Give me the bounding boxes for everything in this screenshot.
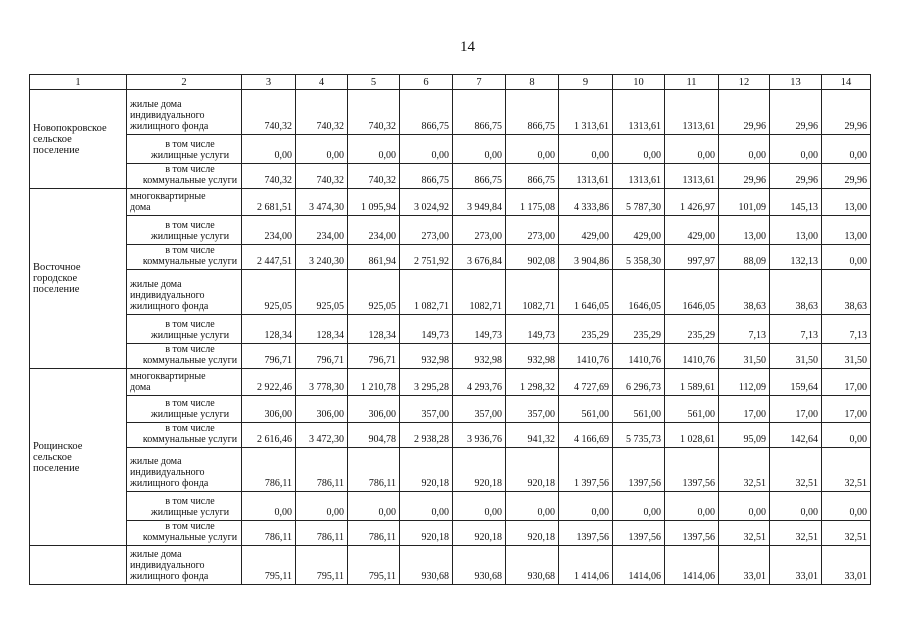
value-cell: 0,00 (822, 135, 871, 164)
value-cell: 930,68 (506, 546, 559, 585)
value-cell: 17,00 (770, 396, 822, 423)
category-label-line: в том числе (165, 344, 215, 355)
value-cell: 31,50 (719, 344, 770, 369)
category-cell (127, 396, 242, 423)
column-number-cell: 1 (30, 75, 127, 90)
value-cell: 941,32 (506, 423, 559, 448)
value-cell: 795,11 (242, 546, 296, 585)
value-cell: 3 474,30 (296, 189, 348, 216)
value-cell: 866,75 (400, 164, 453, 189)
value-cell: 234,00 (348, 216, 400, 245)
category-label-line: индивидуального (130, 110, 205, 121)
value-cell: 0,00 (348, 492, 400, 521)
value-cell: 0,00 (506, 492, 559, 521)
value-cell: 3 949,84 (453, 189, 506, 216)
value-cell: 2 681,51 (242, 189, 296, 216)
value-cell: 31,50 (822, 344, 871, 369)
value-cell: 235,29 (665, 315, 719, 344)
value-cell: 930,68 (400, 546, 453, 585)
category-cell (127, 270, 242, 315)
column-number-cell: 7 (453, 75, 506, 90)
value-cell: 0,00 (822, 423, 871, 448)
value-cell: 740,32 (242, 164, 296, 189)
value-cell: 1646,05 (613, 270, 665, 315)
value-cell: 234,00 (242, 216, 296, 245)
value-cell: 1 298,32 (506, 369, 559, 396)
value-cell: 3 240,30 (296, 245, 348, 270)
value-cell: 142,64 (770, 423, 822, 448)
category-cell (127, 90, 242, 135)
category-label-line: в том числе (165, 423, 215, 434)
value-cell: 866,75 (400, 90, 453, 135)
value-cell: 29,96 (719, 90, 770, 135)
category-label-line: жилищного фонда (130, 121, 209, 132)
value-cell: 740,32 (348, 164, 400, 189)
value-cell: 1410,76 (559, 344, 613, 369)
value-cell: 1410,76 (665, 344, 719, 369)
value-cell: 101,09 (719, 189, 770, 216)
value-cell: 0,00 (506, 135, 559, 164)
value-cell: 3 472,30 (296, 423, 348, 448)
municipality-name-line: поселение (33, 462, 80, 474)
category-label-line: в том числе (165, 496, 215, 507)
value-cell: 4 727,69 (559, 369, 613, 396)
table-row (30, 270, 871, 315)
table-row (30, 521, 871, 546)
value-cell: 306,00 (242, 396, 296, 423)
value-cell: 932,98 (453, 344, 506, 369)
category-label-line: жилищного фонда (130, 301, 209, 312)
value-cell: 128,34 (348, 315, 400, 344)
value-cell: 4 333,86 (559, 189, 613, 216)
category-label-line: жилищного фонда (130, 571, 209, 582)
value-cell: 0,00 (770, 492, 822, 521)
column-number-cell: 3 (242, 75, 296, 90)
value-cell: 920,18 (453, 448, 506, 492)
value-cell: 0,00 (348, 135, 400, 164)
category-label-line: жилищные услуги (150, 231, 230, 242)
value-cell: 0,00 (770, 135, 822, 164)
category-label-line: в том числе (165, 139, 215, 150)
table-row (30, 396, 871, 423)
value-cell: 997,97 (665, 245, 719, 270)
value-cell: 920,18 (400, 448, 453, 492)
value-cell: 3 778,30 (296, 369, 348, 396)
category-label-line: индивидуального (130, 467, 205, 478)
table-row (30, 164, 871, 189)
category-label-line: жилищного фонда (130, 478, 209, 489)
municipality-cell (30, 90, 127, 189)
value-cell: 0,00 (559, 135, 613, 164)
value-cell: 235,29 (559, 315, 613, 344)
value-cell: 235,29 (613, 315, 665, 344)
value-cell: 0,00 (400, 492, 453, 521)
value-cell: 17,00 (822, 396, 871, 423)
column-number-cell: 6 (400, 75, 453, 90)
category-label-line: жилищные услуги (150, 409, 230, 420)
value-cell: 1 414,06 (559, 546, 613, 585)
value-cell: 32,51 (822, 521, 871, 546)
value-cell: 2 922,46 (242, 369, 296, 396)
value-cell: 2 616,46 (242, 423, 296, 448)
category-cell (127, 521, 242, 546)
value-cell: 38,63 (822, 270, 871, 315)
value-cell: 306,00 (296, 396, 348, 423)
value-cell: 932,98 (400, 344, 453, 369)
category-cell (127, 344, 242, 369)
value-cell: 0,00 (296, 135, 348, 164)
municipality-name-line: Новопокровское (33, 122, 107, 134)
column-number-cell: 14 (822, 75, 871, 90)
column-number-cell: 5 (348, 75, 400, 90)
category-cell (127, 448, 242, 492)
value-cell: 6 296,73 (613, 369, 665, 396)
value-cell: 740,32 (242, 90, 296, 135)
value-cell: 866,75 (453, 164, 506, 189)
value-cell: 17,00 (822, 369, 871, 396)
column-number-cell: 11 (665, 75, 719, 90)
value-cell: 786,11 (296, 448, 348, 492)
municipality-cell (30, 189, 127, 369)
value-cell: 3 676,84 (453, 245, 506, 270)
category-cell (127, 492, 242, 521)
value-cell: 786,11 (348, 521, 400, 546)
value-cell: 0,00 (242, 492, 296, 521)
value-cell: 149,73 (453, 315, 506, 344)
value-cell: 0,00 (296, 492, 348, 521)
value-cell: 7,13 (770, 315, 822, 344)
category-label-line: жилищные услуги (150, 330, 230, 341)
category-label-line: многоквартирные (130, 191, 206, 202)
value-cell: 149,73 (506, 315, 559, 344)
value-cell: 429,00 (559, 216, 613, 245)
value-cell: 5 735,73 (613, 423, 665, 448)
value-cell: 866,75 (453, 90, 506, 135)
value-cell: 13,00 (822, 216, 871, 245)
value-cell: 29,96 (719, 164, 770, 189)
value-cell: 1 028,61 (665, 423, 719, 448)
value-cell: 0,00 (665, 135, 719, 164)
category-label-line: дома (130, 202, 151, 213)
column-number-cell: 10 (613, 75, 665, 90)
value-cell: 7,13 (719, 315, 770, 344)
value-cell: 920,18 (453, 521, 506, 546)
category-label-line: многоквартирные (130, 371, 206, 382)
category-label-line: в том числе (165, 245, 215, 256)
value-cell: 1313,61 (613, 90, 665, 135)
value-cell: 925,05 (242, 270, 296, 315)
value-cell: 920,18 (506, 448, 559, 492)
value-cell: 1 426,97 (665, 189, 719, 216)
value-cell: 32,51 (770, 448, 822, 492)
value-cell: 740,32 (348, 90, 400, 135)
table-row (30, 216, 871, 245)
value-cell: 1414,06 (613, 546, 665, 585)
category-label-line: жилищные услуги (150, 150, 230, 161)
category-cell (127, 546, 242, 585)
municipality-cell (30, 546, 127, 585)
value-cell: 7,13 (822, 315, 871, 344)
value-cell: 0,00 (242, 135, 296, 164)
table-row (30, 315, 871, 344)
table-row (30, 189, 871, 216)
value-cell: 0,00 (719, 135, 770, 164)
value-cell: 796,71 (296, 344, 348, 369)
value-cell: 786,11 (242, 521, 296, 546)
value-cell: 561,00 (613, 396, 665, 423)
value-cell: 1082,71 (453, 270, 506, 315)
category-label-line: индивидуального (130, 290, 205, 301)
value-cell: 128,34 (242, 315, 296, 344)
value-cell: 234,00 (296, 216, 348, 245)
category-label-line: коммунальные услуги (142, 355, 238, 366)
value-cell: 904,78 (348, 423, 400, 448)
value-cell: 2 751,92 (400, 245, 453, 270)
category-cell (127, 164, 242, 189)
value-cell: 13,00 (770, 216, 822, 245)
category-label-line: коммунальные услуги (142, 532, 238, 543)
category-label-line: в том числе (165, 398, 215, 409)
category-label-line: жилые дома (130, 99, 182, 110)
value-cell: 1 175,08 (506, 189, 559, 216)
value-cell: 2 447,51 (242, 245, 296, 270)
category-cell (127, 315, 242, 344)
municipality-name-line: сельское (33, 451, 72, 463)
value-cell: 5 358,30 (613, 245, 665, 270)
column-number-cell: 4 (296, 75, 348, 90)
category-cell (127, 245, 242, 270)
value-cell: 13,00 (822, 189, 871, 216)
value-cell: 795,11 (296, 546, 348, 585)
value-cell: 1 095,94 (348, 189, 400, 216)
value-cell: 0,00 (613, 492, 665, 521)
value-cell: 429,00 (665, 216, 719, 245)
municipality-name-line: сельское (33, 133, 72, 145)
municipality-name-line: Восточное (33, 262, 81, 273)
value-cell: 112,09 (719, 369, 770, 396)
value-cell: 1313,61 (665, 90, 719, 135)
municipality-name-line: поселение (33, 144, 80, 156)
category-cell (127, 369, 242, 396)
value-cell: 925,05 (348, 270, 400, 315)
value-cell: 38,63 (719, 270, 770, 315)
value-cell: 796,71 (242, 344, 296, 369)
value-cell: 1082,71 (506, 270, 559, 315)
category-label-line: жилые дома (130, 549, 182, 560)
value-cell: 4 293,76 (453, 369, 506, 396)
table-row (30, 546, 871, 585)
category-label-line: коммунальные услуги (142, 434, 238, 445)
value-cell: 429,00 (613, 216, 665, 245)
value-cell: 932,98 (506, 344, 559, 369)
column-number-cell: 8 (506, 75, 559, 90)
value-cell: 33,01 (822, 546, 871, 585)
value-cell: 13,00 (719, 216, 770, 245)
value-cell: 1313,61 (559, 164, 613, 189)
value-cell: 29,96 (770, 90, 822, 135)
value-cell: 38,63 (770, 270, 822, 315)
value-cell: 0,00 (822, 492, 871, 521)
value-cell: 1646,05 (665, 270, 719, 315)
value-cell: 273,00 (453, 216, 506, 245)
value-cell: 1 589,61 (665, 369, 719, 396)
value-cell: 3 936,76 (453, 423, 506, 448)
value-cell: 149,73 (400, 315, 453, 344)
table-row (30, 492, 871, 521)
value-cell: 273,00 (506, 216, 559, 245)
value-cell: 0,00 (453, 135, 506, 164)
value-cell: 357,00 (506, 396, 559, 423)
value-cell: 29,96 (822, 90, 871, 135)
table-row (30, 448, 871, 492)
table-row (30, 423, 871, 448)
category-label-line: жилые дома (130, 456, 182, 467)
value-cell: 861,94 (348, 245, 400, 270)
value-cell: 32,51 (770, 521, 822, 546)
value-cell: 561,00 (665, 396, 719, 423)
value-cell: 0,00 (453, 492, 506, 521)
category-cell (127, 216, 242, 245)
value-cell: 273,00 (400, 216, 453, 245)
value-cell: 1410,76 (613, 344, 665, 369)
value-cell: 0,00 (613, 135, 665, 164)
value-cell: 5 787,30 (613, 189, 665, 216)
value-cell: 95,09 (719, 423, 770, 448)
category-label-line: в том числе (165, 164, 215, 175)
value-cell: 0,00 (559, 492, 613, 521)
value-cell: 786,11 (242, 448, 296, 492)
value-cell: 1414,06 (665, 546, 719, 585)
value-cell: 32,51 (719, 448, 770, 492)
value-cell: 796,71 (348, 344, 400, 369)
table-row (30, 90, 871, 135)
value-cell: 795,11 (348, 546, 400, 585)
category-label-line: в том числе (165, 220, 215, 231)
category-label-line: жилые дома (130, 279, 182, 290)
value-cell: 902,08 (506, 245, 559, 270)
value-cell: 1397,56 (665, 448, 719, 492)
value-cell: 1397,56 (665, 521, 719, 546)
category-cell (127, 135, 242, 164)
value-cell: 31,50 (770, 344, 822, 369)
value-cell: 920,18 (506, 521, 559, 546)
value-cell: 920,18 (400, 521, 453, 546)
category-label-line: дома (130, 382, 151, 393)
municipality-name-line: Рощинское (33, 440, 83, 452)
header-row (30, 75, 871, 90)
value-cell: 3 904,86 (559, 245, 613, 270)
column-number-cell: 12 (719, 75, 770, 90)
value-cell: 4 166,69 (559, 423, 613, 448)
page-number: 14 (460, 39, 475, 55)
value-cell: 29,96 (770, 164, 822, 189)
value-cell: 866,75 (506, 90, 559, 135)
value-cell: 786,11 (296, 521, 348, 546)
value-cell: 740,32 (296, 164, 348, 189)
column-number-cell: 2 (127, 75, 242, 90)
value-cell: 32,51 (822, 448, 871, 492)
value-cell: 1 082,71 (400, 270, 453, 315)
category-label-line: в том числе (165, 319, 215, 330)
value-cell: 1 313,61 (559, 90, 613, 135)
value-cell: 29,96 (822, 164, 871, 189)
table-row (30, 245, 871, 270)
table-row (30, 369, 871, 396)
value-cell: 740,32 (296, 90, 348, 135)
value-cell: 1313,61 (665, 164, 719, 189)
value-cell: 128,34 (296, 315, 348, 344)
category-label-line: жилищные услуги (150, 507, 230, 518)
municipality-name-line: поселение (33, 284, 80, 295)
category-cell (127, 423, 242, 448)
value-cell: 0,00 (400, 135, 453, 164)
value-cell: 132,13 (770, 245, 822, 270)
value-cell: 159,64 (770, 369, 822, 396)
value-cell: 925,05 (296, 270, 348, 315)
column-number-cell: 13 (770, 75, 822, 90)
value-cell: 930,68 (453, 546, 506, 585)
municipality-cell (30, 369, 127, 546)
value-cell: 1397,56 (559, 521, 613, 546)
table-row (30, 135, 871, 164)
value-cell: 145,13 (770, 189, 822, 216)
value-cell: 33,01 (719, 546, 770, 585)
value-cell: 357,00 (400, 396, 453, 423)
value-cell: 32,51 (719, 521, 770, 546)
value-cell: 786,11 (348, 448, 400, 492)
value-cell: 1 646,05 (559, 270, 613, 315)
value-cell: 306,00 (348, 396, 400, 423)
value-cell: 2 938,28 (400, 423, 453, 448)
category-label-line: в том числе (165, 521, 215, 532)
value-cell: 1 210,78 (348, 369, 400, 396)
municipality-name-line: городское (33, 273, 78, 284)
category-label-line: коммунальные услуги (142, 175, 238, 186)
value-cell: 0,00 (719, 492, 770, 521)
tariff-table (29, 74, 871, 585)
table-row (30, 344, 871, 369)
category-label-line: индивидуального (130, 560, 205, 571)
value-cell: 3 295,28 (400, 369, 453, 396)
value-cell: 357,00 (453, 396, 506, 423)
value-cell: 0,00 (822, 245, 871, 270)
value-cell: 1397,56 (613, 521, 665, 546)
value-cell: 866,75 (506, 164, 559, 189)
value-cell: 3 024,92 (400, 189, 453, 216)
value-cell: 1313,61 (613, 164, 665, 189)
value-cell: 1397,56 (613, 448, 665, 492)
value-cell: 561,00 (559, 396, 613, 423)
column-number-cell: 9 (559, 75, 613, 90)
table-body (30, 75, 871, 585)
value-cell: 1 397,56 (559, 448, 613, 492)
value-cell: 88,09 (719, 245, 770, 270)
value-cell: 0,00 (665, 492, 719, 521)
value-cell: 33,01 (770, 546, 822, 585)
category-label-line: коммунальные услуги (142, 256, 238, 267)
value-cell: 17,00 (719, 396, 770, 423)
category-cell (127, 189, 242, 216)
